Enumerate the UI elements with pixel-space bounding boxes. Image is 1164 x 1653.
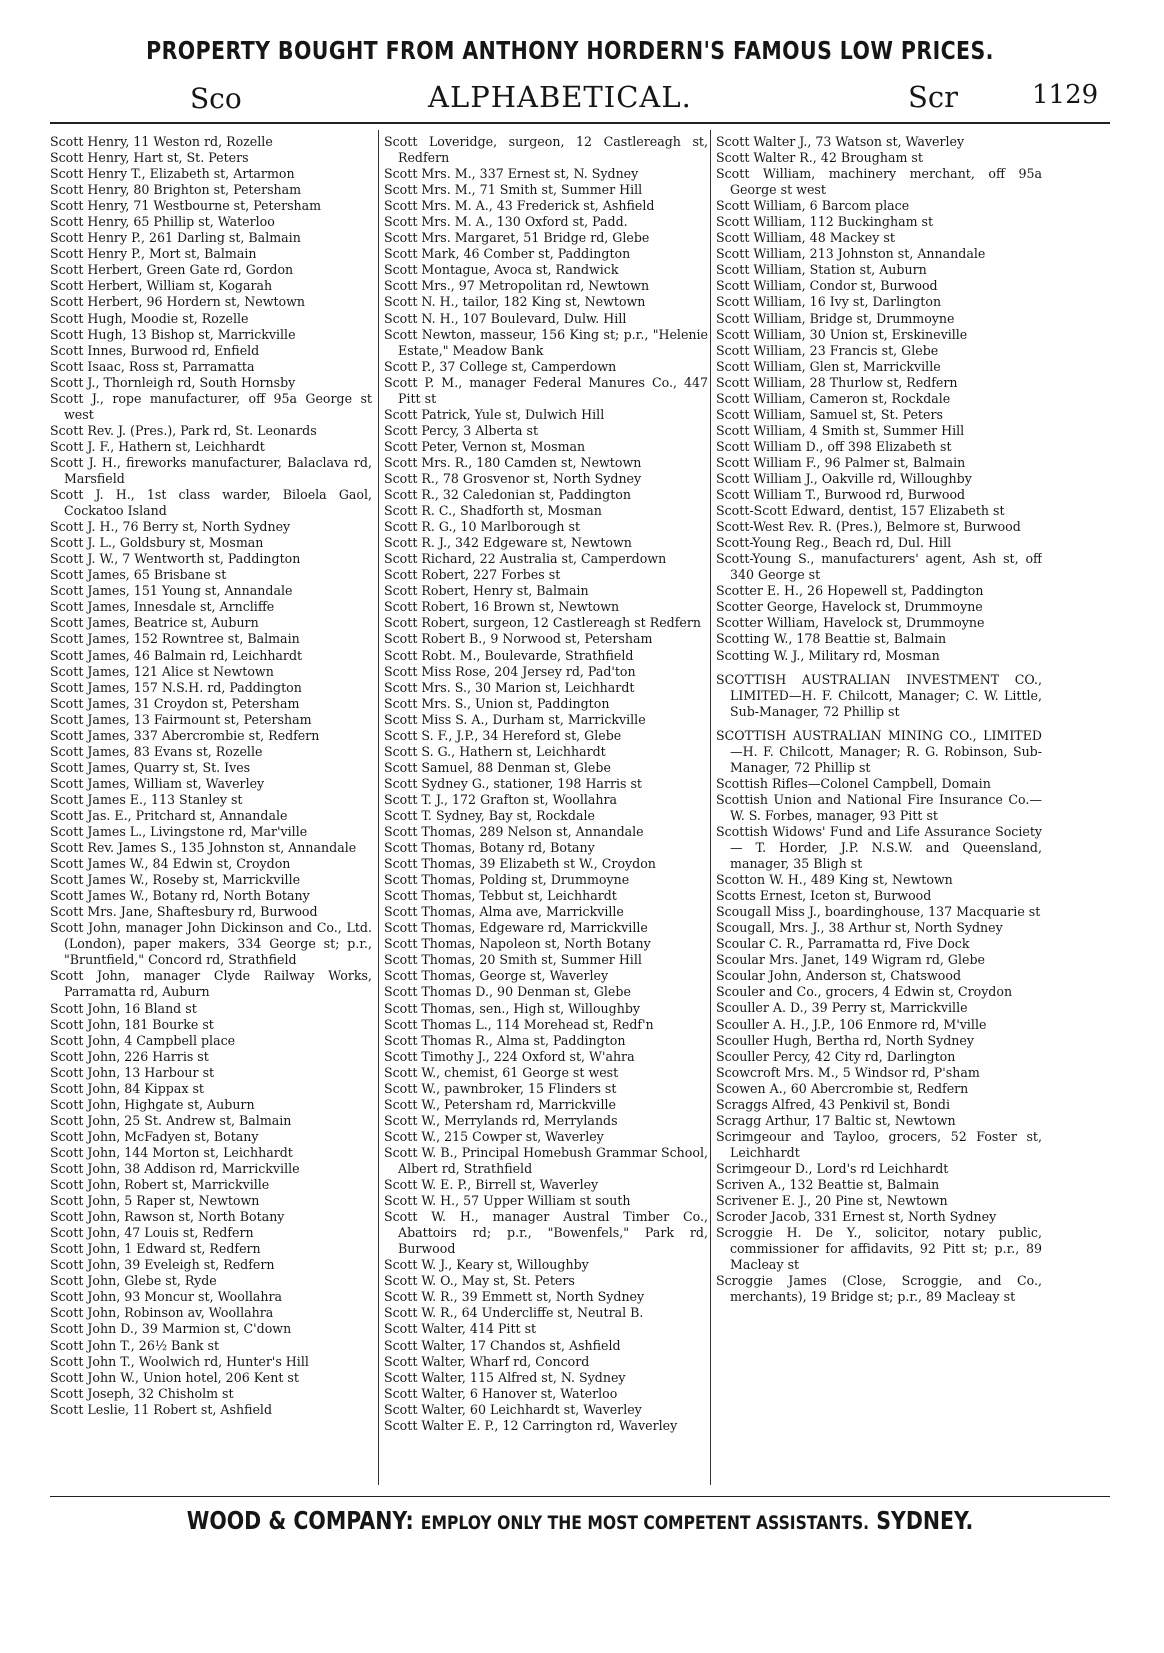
directory-entry: Scott William J., Oakville rd, Willoughby — [716, 470, 972, 486]
directory-entry: Scott Thomas R., Alma st, Paddington — [384, 1032, 626, 1048]
directory-entry: Scott John, 144 Morton st, Leichhardt — [50, 1144, 293, 1160]
directory-entry: Scott John, 47 Louis st, Redfern — [50, 1225, 254, 1241]
directory-entry: Scott Thomas, George st, Waverley — [384, 968, 609, 984]
directory-entry: Scott Walter, 414 Pitt st — [384, 1321, 537, 1337]
directory-entry: Scott John, Rawson st, North Botany — [50, 1209, 285, 1225]
directory-entry: Scott Henry, 71 Westbourne st, Petersham — [50, 198, 322, 214]
directory-entry: Scott T. J., 172 Grafton st, Woollahra — [384, 791, 618, 807]
directory-entry: Scott John, 16 Bland st — [50, 1000, 197, 1016]
directory-entry: Scott Robert, surgeon, 12 Castlereagh st Redfern — [384, 615, 701, 631]
directory-entry: Scroder Jacob, 331 Ernest st, North Sydney — [716, 1209, 997, 1225]
directory-entry: Scott Mrs. M., 337 Ernest st, N. Sydney — [384, 166, 639, 182]
directory-entry: SCOTTISH AUSTRALIAN MINING CO., LIMITED—H. F. Chilcott, Manager; R. G. Robinson, Sub-Manager, 72 Phillip st — [716, 727, 1042, 775]
directory-entry: Scott Mrs. S., Union st, Paddington — [384, 695, 610, 711]
directory-entry: Scraggs Alfred, 43 Penkivil st, Bondi — [716, 1096, 951, 1112]
directory-entry: Scott Jas. E., Pritchard st, Annandale — [50, 807, 288, 823]
directory-entry: Scott W. O., May st, St. Peters — [384, 1273, 575, 1289]
directory-entry: Scougall Miss J., boardinghouse, 137 Macquarie st — [716, 904, 1041, 920]
directory-column-2 — [384, 134, 708, 1489]
directory-entry: Scott Walter J., 73 Watson st, Waverley — [716, 134, 965, 149]
directory-entry: Scott Walter R., 42 Brougham st — [716, 150, 923, 166]
top-advertisement-banner: PROPERTY BOUGHT FROM ANTHONY HORDERN'S FAMOUS LOW PRICES. — [146, 36, 994, 65]
directory-entry: Scott Mark, 46 Comber st, Paddington — [384, 246, 631, 262]
directory-entry: Scott Walter, 115 Alfred st, N. Sydney — [384, 1369, 626, 1385]
directory-entry: Scott W., Merrylands rd, Merrylands — [384, 1112, 618, 1128]
directory-entry: Scott John, 226 Harris st — [50, 1048, 209, 1064]
directory-entry: Scott Thomas, Napoleon st, North Botany — [384, 936, 651, 952]
directory-entry: Scott W. J., Keary st, Willoughby — [384, 1257, 589, 1273]
directory-entry: Scott John, 5 Raper st, Newtown — [50, 1193, 260, 1209]
directory-entry: Scott-West Rev. R. (Pres.), Belmore st, Burwood — [716, 519, 1021, 535]
directory-entry: Scroggie H. De Y., solicitor, notary public, commissioner for affidavits, 92 Pitt st; p.r., 89 Macleay st — [716, 1225, 1042, 1273]
directory-entry: Scott John, 38 Addison rd, Marrickville — [50, 1161, 300, 1176]
directory-entry: Scott John, manager John Dickinson and Co., Ltd. (London), paper makers, 334 George st; p.r., "Bruntfield," Concord rd, Strathfield — [50, 920, 372, 968]
directory-entry: Scott James, 157 N.S.H. rd, Paddington — [50, 679, 302, 695]
directory-entry: Scrimgeour D., Lord's rd Leichhardt — [716, 1160, 949, 1176]
directory-entry: Scott Robert, Henry st, Balmain — [384, 583, 589, 599]
directory-entry: Scott William, 213 Johnston st, Annandale — [716, 246, 986, 262]
directory-entry: Scotting W. J., Military rd, Mosman — [716, 647, 940, 663]
directory-entry: Scouller A. D., 39 Perry st, Marrickville — [716, 1000, 968, 1016]
directory-entry: Scott Joseph, 32 Chisholm st — [50, 1385, 234, 1401]
directory-entry: Scott William, Condor st, Burwood — [716, 278, 938, 294]
directory-entry: Scott W. H., 57 Upper William st south — [384, 1193, 631, 1209]
directory-entry: Scott John, 181 Bourke st — [50, 1016, 214, 1032]
directory-entry: Scott James, Quarry st, St. Ives — [50, 759, 251, 775]
header-range-end: Scr — [908, 80, 958, 114]
directory-entry: Scotter E. H., 26 Hopewell st, Paddington — [716, 583, 984, 599]
directory-entry: Scotton W. H., 489 King st, Newtown — [716, 872, 953, 888]
directory-entry: Scott Mrs. S., 30 Marion st, Leichhardt — [384, 679, 635, 695]
footer-slogan: EMPLOY ONLY THE MOST COMPETENT ASSISTANTS. — [420, 1512, 870, 1534]
directory-entry: Scott J. W., 7 Wentworth st, Paddington — [50, 551, 301, 567]
directory-entry: Scotter William, Havelock st, Drummoyne — [716, 615, 985, 631]
directory-entry: Scott R. C., Shadforth st, Mosman — [384, 503, 602, 519]
directory-entry: Scowen A., 60 Abercrombie st, Redfern — [716, 1080, 969, 1096]
directory-entry: Scott William, Cameron st, Rockdale — [716, 390, 951, 406]
directory-entry: Scott Walter, 17 Chandos st, Ashfield — [384, 1337, 621, 1353]
directory-entry: Scott Mrs. M. A., 130 Oxford st, Padd. — [384, 214, 628, 230]
directory-entry: Scott Rev. J. (Pres.), Park rd, St. Leonards — [50, 422, 317, 438]
directory-entry: Scott Walter E. P., 12 Carrington rd, Waverley — [384, 1417, 678, 1433]
directory-entry: Scott William, Station st, Auburn — [716, 262, 927, 278]
directory-entry: Scott John, Glebe st, Ryde — [50, 1273, 217, 1289]
directory-entry: SCOTTISH AUSTRALIAN INVESTMENT CO., LIMITED—H. F. Chilcott, Manager; C. W. Little, Sub-Manager, 72 Phillip st — [716, 671, 1042, 719]
directory-entry: Scott Richard, 22 Australia st, Camperdown — [384, 551, 667, 567]
directory-entry: Scott Hugh, 13 Bishop st, Marrickville — [50, 326, 296, 342]
directory-entry: Scott William, Samuel st, St. Peters — [716, 406, 943, 422]
directory-entry: Scott Mrs. R., 180 Camden st, Newtown — [384, 454, 642, 470]
directory-entry: Scouller Hugh, Bertha rd, North Sydney — [716, 1032, 974, 1048]
directory-entry: Scott R. G., 10 Marlborough st — [384, 519, 581, 535]
directory-entry: Scott T. Sydney, Bay st, Rockdale — [384, 807, 595, 823]
directory-entry: Scott P., 37 College st, Camperdown — [384, 358, 617, 374]
directory-entry: Scott W. H., manager Austral Timber Co., Abattoirs rd; p.r., "Bowenfels," Park rd, Burwood — [384, 1209, 708, 1257]
directory-entry: Scott Henry P., 261 Darling st, Balmain — [50, 230, 301, 246]
directory-entry: Scotting W., 178 Beattie st, Balmain — [716, 631, 947, 647]
directory-entry: Scott Isaac, Ross st, Parramatta — [50, 358, 255, 374]
directory-entry: Scott Miss Rose, 204 Jersey rd, Pad'ton — [384, 663, 636, 679]
directory-entry: Scott John, 25 St. Andrew st, Balmain — [50, 1112, 292, 1128]
directory-entry: Scott William, 23 Francis st, Glebe — [716, 342, 939, 358]
directory-entry: Scott James W., Roseby st, Marrickville — [50, 872, 301, 888]
directory-entry: Scott N. H., 107 Boulevard, Dulw. Hill — [384, 310, 627, 326]
directory-entry: Scrimgeour and Tayloo, grocers, 52 Foster st, Leichhardt — [716, 1128, 1042, 1160]
directory-entry: Scott P. M., manager Federal Manures Co., 447 Pitt st — [384, 374, 708, 406]
directory-entry: Scott John, Robinson av, Woollahra — [50, 1305, 274, 1321]
directory-entry: Scoular C. R., Parramatta rd, Five Dock — [716, 936, 970, 952]
directory-column-3 — [716, 134, 1042, 1489]
directory-entry: Scott J. H., 76 Berry st, North Sydney — [50, 519, 291, 535]
directory-entry: Scott James W., Botany rd, North Botany — [50, 888, 310, 904]
directory-entry: Scott John, McFadyen st, Botany — [50, 1128, 259, 1144]
directory-entry: Scott Mrs. M. A., 43 Frederick st, Ashfield — [384, 198, 655, 214]
footer-rule — [50, 1496, 1110, 1497]
directory-entry: Scotter George, Havelock st, Drummoyne — [716, 599, 983, 615]
directory-entry: Scott James, 337 Abercrombie st, Redfern — [50, 727, 320, 743]
directory-entry: Scott John T., 26½ Bank st — [50, 1337, 220, 1353]
directory-entry: Scouller Percy, 42 City rd, Darlington — [716, 1048, 956, 1064]
directory-entry: Scott Thomas, sen., High st, Willoughby — [384, 1000, 641, 1016]
header-range-start: Sco — [190, 82, 242, 115]
directory-entry: Scott John D., 39 Marmion st, C'down — [50, 1321, 292, 1337]
directory-entry: Scott James, 13 Fairmount st, Petersham — [50, 711, 312, 727]
directory-entry: Scott Robt. M., Boulevarde, Strathfield — [384, 647, 634, 663]
directory-entry: Scott Walter, Wharf rd, Concord — [384, 1353, 590, 1369]
directory-entry: Scott Walter, 6 Hanover st, Waterloo — [384, 1385, 618, 1401]
directory-entry: Scott Walter, 60 Leichhardt st, Waverley — [384, 1401, 642, 1417]
directory-entry: Scott John, 39 Eveleigh st, Redfern — [50, 1257, 275, 1273]
directory-entry: Scott Henry P., Mort st, Balmain — [50, 246, 257, 262]
directory-entry: Scott J. H., fireworks manufacturer, Balaclava rd, Marsfield — [50, 454, 372, 486]
directory-entry: Scott James, Innesdale st, Arncliffe — [50, 599, 275, 615]
directory-entry: Scott William, 4 Smith st, Summer Hill — [716, 422, 965, 438]
directory-entry: Scott-Scott Edward, dentist, 157 Elizabeth st — [716, 503, 1005, 519]
footer-city: SYDNEY. — [876, 1506, 974, 1535]
directory-entry: Scott Herbert, Green Gate rd, Gordon — [50, 262, 294, 278]
directory-entry: Scott W. R., 64 Undercliffe st, Neutral B. — [384, 1305, 644, 1321]
directory-entry: Scott Thomas D., 90 Denman st, Glebe — [384, 984, 631, 1000]
directory-entry: Scott W. B., Principal Homebush Grammar School, Albert rd, Strathfield — [384, 1144, 708, 1176]
header-rule — [50, 122, 1110, 124]
directory-entry: Scott John, 4 Campbell place — [50, 1032, 236, 1048]
directory-entry: Scott Thomas, 39 Elizabeth st W., Croydon — [384, 856, 656, 872]
directory-entry: Scouller A. H., J.P., 106 Enmore rd, M'ville — [716, 1016, 987, 1032]
directory-entry: Scragg Arthur, 17 Baltic st, Newtown — [716, 1112, 956, 1128]
column-divider — [378, 130, 379, 1485]
directory-entry: Scott William, 28 Thurlow st, Redfern — [716, 374, 958, 390]
footer-advertiser: WOOD & COMPANY: — [186, 1506, 414, 1535]
directory-entry: Scotts Ernest, Iceton st, Burwood — [716, 888, 932, 904]
directory-entry: Scott N. H., tailor, 182 King st, Newtown — [384, 294, 646, 310]
directory-entry: Scott Peter, Vernon st, Mosman — [384, 438, 586, 454]
directory-entry: Scott William T., Burwood rd, Burwood — [716, 487, 966, 503]
directory-entry: Scott William, 48 Mackey st — [716, 230, 895, 246]
directory-entry: Scott Herbert, William st, Kogarah — [50, 278, 273, 294]
directory-entry: Scott Samuel, 88 Denman st, Glebe — [384, 759, 611, 775]
directory-entry: Scott John, Highgate st, Auburn — [50, 1096, 255, 1112]
directory-entry: Scott-Young S., manufacturers' agent, Ash st, off 340 George st — [716, 551, 1042, 583]
directory-entry: Scott Henry, Hart st, St. Peters — [50, 150, 249, 166]
directory-entry: Scott Innes, Burwood rd, Enfield — [50, 342, 260, 358]
directory-entry: Scott W. E. P., Birrell st, Waverley — [384, 1177, 599, 1193]
directory-entry: Scott W., 215 Cowper st, Waverley — [384, 1128, 604, 1144]
directory-entry: Scott James, 46 Balmain rd, Leichhardt — [50, 647, 303, 663]
directory-entry: Scott William F., 96 Palmer st, Balmain — [716, 454, 966, 470]
directory-entry: Scott Henry, 11 Weston rd, Rozelle — [50, 134, 273, 149]
directory-entry: Scott John, 13 Harbour st — [50, 1064, 215, 1080]
directory-entry: Scott William, 30 Union st, Erskineville — [716, 326, 968, 342]
directory-entry: Scott James, 65 Brisbane st — [50, 567, 227, 583]
directory-entry: Scott John, manager Clyde Railway Works, Parramatta rd, Auburn — [50, 968, 372, 1000]
directory-entry: Scougall, Mrs. J., 38 Arthur st, North Sydney — [716, 920, 1003, 936]
directory-entry: Scott Loveridge, surgeon, 12 Castlereagh st, Redfern — [384, 134, 708, 166]
directory-entry: Scott Mrs. Margaret, 51 Bridge rd, Glebe — [384, 230, 650, 246]
directory-entry: Scott Thomas, Edgeware rd, Marrickville — [384, 920, 648, 936]
directory-entry: Scott Thomas, Polding st, Drummoyne — [384, 872, 630, 888]
directory-entry: Scott John, Robert st, Marrickville — [50, 1177, 270, 1193]
directory-entry: Scott S. F., J.P., 34 Hereford st, Glebe — [384, 727, 622, 743]
directory-entry: Scott Mrs. M., 71 Smith st, Summer Hill — [384, 182, 643, 198]
directory-entry: Scott Thomas, Tebbut st, Leichhardt — [384, 888, 617, 904]
directory-entry: Scrivener E. J., 20 Pine st, Newtown — [716, 1193, 948, 1209]
directory-entry: Scott Robert B., 9 Norwood st, Petersham — [384, 631, 653, 647]
directory-entry: Scott John W., Union hotel, 206 Kent st — [50, 1369, 299, 1385]
directory-entry: Scott Henry, 65 Phillip st, Waterloo — [50, 214, 275, 230]
directory-entry: Scoular Mrs. Janet, 149 Wigram rd, Glebe — [716, 952, 985, 968]
directory-entry: Scott Mrs. Jane, Shaftesbury rd, Burwood — [50, 904, 318, 920]
directory-entry: Scott James W., 84 Edwin st, Croydon — [50, 856, 291, 872]
directory-entry: Scott William, 6 Barcom place — [716, 198, 910, 214]
directory-entry: Scottish Union and National Fire Insurance Co.—W. S. Forbes, manager, 93 Pitt st — [716, 791, 1042, 823]
directory-column-1 — [50, 134, 372, 1489]
directory-entry: Scott J., Thornleigh rd, South Hornsby — [50, 374, 296, 390]
directory-entry: Scroggie James (Close, Scroggie, and Co., merchants), 19 Bridge st; p.r., 89 Macleay st — [716, 1273, 1042, 1305]
directory-entry: Scott J., rope manufacturer, off 95a George st west — [50, 390, 372, 422]
directory-entry: Scott-Young Reg., Beach rd, Dul. Hill — [716, 535, 952, 551]
directory-entry: Scott William D., off 398 Elizabeth st — [716, 438, 952, 454]
directory-entry: Scott J. H., 1st class warder, Biloela Gaol, Cockatoo Island — [50, 487, 372, 519]
directory-entry: Scott S. G., Hathern st, Leichhardt — [384, 743, 606, 759]
page-title: ALPHABETICAL. — [428, 80, 692, 114]
directory-entry: Scott Thomas, 289 Nelson st, Annandale — [384, 824, 644, 840]
directory-entry: Scott Hugh, Moodie st, Rozelle — [50, 310, 249, 326]
page-number: 1129 — [1032, 80, 1099, 110]
directory-entry: Scott Henry T., Elizabeth st, Artarmon — [50, 166, 295, 182]
directory-entry: Scott John, 1 Edward st, Redfern — [50, 1241, 261, 1257]
directory-entry: Scott J. F., Hathern st, Leichhardt — [50, 438, 265, 454]
directory-entry: Scott J. L., Goldsbury st, Mosman — [50, 535, 264, 551]
directory-entry: Scott James, 151 Young st, Annandale — [50, 583, 293, 599]
directory-entry: Scowcroft Mrs. M., 5 Windsor rd, P'sham — [716, 1064, 980, 1080]
page-header — [50, 80, 1110, 120]
directory-entry: Scott James, 83 Evans st, Rozelle — [50, 743, 263, 759]
directory-entry: Scott James, 152 Rowntree st, Balmain — [50, 631, 300, 647]
directory-entry: Scott James, 31 Croydon st, Petersham — [50, 695, 300, 711]
directory-entry: Scott W., Petersham rd, Marrickville — [384, 1096, 616, 1112]
directory-entry: Scott William, 112 Buckingham st — [716, 214, 934, 230]
directory-entry: Scott Thomas L., 114 Morehead st, Redf'n — [384, 1016, 654, 1032]
directory-entry: Scott James E., 113 Stanley st — [50, 791, 243, 807]
directory-entry: Scott John T., Woolwich rd, Hunter's Hill — [50, 1353, 309, 1369]
column-divider — [710, 130, 711, 1485]
directory-entry: Scott William, Glen st, Marrickville — [716, 358, 941, 374]
directory-entry: Scottish Widows' Fund and Life Assurance Society — T. Horder, J.P. N.S.W. and Queensland, manager, 35 Bligh st — [716, 823, 1042, 872]
directory-entry: Scott James, William st, Waverley — [50, 775, 265, 791]
directory-entry: Scott William, 16 Ivy st, Darlington — [716, 294, 942, 310]
directory-entry: Scott Thomas, Alma ave, Marrickville — [384, 904, 624, 920]
directory-entry: Scott R., 78 Grosvenor st, North Sydney — [384, 470, 642, 486]
directory-entry: Scriven A., 132 Beattie st, Balmain — [716, 1177, 940, 1192]
directory-entry: Scott John, 93 Moncur st, Woollahra — [50, 1289, 283, 1305]
directory-entry: Scott Leslie, 11 Robert st, Ashfield — [50, 1401, 273, 1417]
directory-entry: Scott James, 121 Alice st Newtown — [50, 663, 274, 679]
directory-entry: Scott Newton, masseur, 156 King st; p.r., "Helenie Estate," Meadow Bank — [384, 326, 708, 358]
directory-entry: Scott W., pawnbroker, 15 Flinders st — [384, 1080, 617, 1096]
directory-entry: Scott Thomas, Botany rd, Botany — [384, 840, 595, 856]
directory-entry: Scott Patrick, Yule st, Dulwich Hill — [384, 406, 605, 422]
directory-entry: Scott Percy, 3 Alberta st — [384, 422, 539, 438]
directory-entry: Scott James, Beatrice st, Auburn — [50, 615, 259, 631]
directory-entry: Scott John, 84 Kippax st — [50, 1080, 204, 1096]
directory-entry: Scouler and Co., grocers, 4 Edwin st, Croydon — [716, 984, 1013, 1000]
directory-entry: Scott Timothy J., 224 Oxford st, W'ahra — [384, 1048, 635, 1064]
directory-entry: Scottish Rifles—Colonel Campbell, Domain — [716, 775, 991, 791]
directory-entry: Scott W., chemist, 61 George st west — [384, 1064, 619, 1080]
directory-entry: Scott Robert, 16 Brown st, Newtown — [384, 599, 620, 615]
bottom-advertisement-banner — [145, 1506, 1014, 1535]
directory-entry: Scott Miss S. A., Durham st, Marrickville — [384, 711, 646, 727]
directory-entry: Scott W. R., 39 Emmett st, North Sydney — [384, 1289, 645, 1305]
directory-entry: Scott Henry, 80 Brighton st, Petersham — [50, 182, 302, 198]
directory-entry: Scott William, Bridge st, Drummoyne — [716, 310, 955, 326]
directory-entry: Scott Mrs., 97 Metropolitan rd, Newtown — [384, 278, 650, 294]
directory-entry: Scott Herbert, 96 Hordern st, Newtown — [50, 294, 306, 310]
directory-entry: Scott Montague, Avoca st, Randwick — [384, 262, 619, 278]
directory-entry: Scott R., 32 Caledonian st, Paddington — [384, 487, 631, 503]
directory-entry: Scott William, machinery merchant, off 95a George st west — [716, 166, 1042, 198]
directory-entry: Scott Sydney G., stationer, 198 Harris st — [384, 775, 642, 791]
directory-entry: Scott R. J., 342 Edgeware st, Newtown — [384, 535, 632, 551]
directory-entry: Scott James L., Livingstone rd, Mar'ville — [50, 824, 308, 840]
directory-entry: Scott Rev. James S., 135 Johnston st, Annandale — [50, 840, 357, 856]
directory-entry: Scoular John, Anderson st, Chatswood — [716, 968, 962, 984]
directory-entry: Scott Robert, 227 Forbes st — [384, 567, 561, 583]
directory-entry: Scott Thomas, 20 Smith st, Summer Hill — [384, 952, 642, 968]
